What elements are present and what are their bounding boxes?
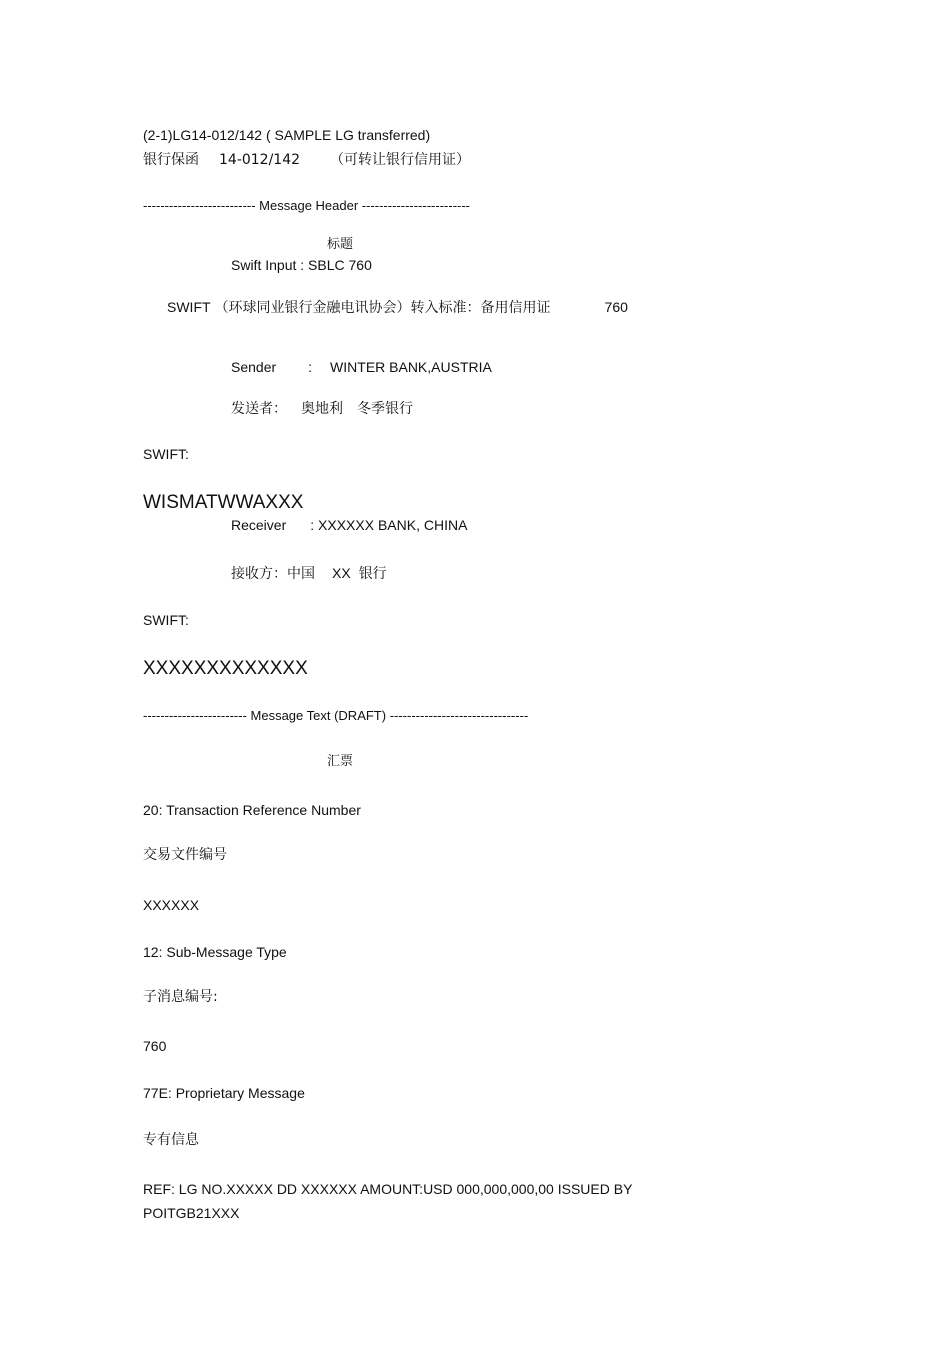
document-title: (2-1)LG14-012/142 ( SAMPLE LG transferred)	[143, 127, 431, 143]
ref-line-1: REF: LG NO.XXXXX DD XXXXXX AMOUNT:USD 000,000,000,00 ISSUED BY	[143, 1181, 633, 1197]
receiver-cn-bank: XX	[332, 565, 351, 581]
receiver-label: Receiver	[231, 517, 287, 533]
field-77e-cn: 专有信息	[143, 1132, 199, 1148]
sender-label: Sender	[231, 359, 277, 375]
sender-cn-row	[231, 400, 413, 418]
subtitle-ref: 14-012/142	[219, 152, 301, 168]
field-12-value: 760	[143, 1038, 167, 1054]
field-20-label: 20: Transaction Reference Number	[143, 802, 361, 818]
ref-line-2: POITGB21XXX	[143, 1205, 240, 1221]
sender-sep: :	[308, 359, 313, 375]
field-12-label: 12: Sub-Message Type	[143, 944, 287, 960]
sender-value: WINTER BANK,AUSTRIA	[330, 359, 492, 375]
sender-cn-bank: 冬季银行	[357, 401, 413, 417]
receiver-value: : XXXXXX BANK, CHINA	[310, 517, 468, 533]
field-20-value: XXXXXX	[143, 897, 200, 913]
receiver-swift-code: XXXXXXXXXXXXX	[143, 658, 308, 679]
subtitle-note: （可转让银行信用证）	[330, 152, 471, 168]
document-subtitle	[143, 151, 470, 169]
swift-input: Swift Input : SBLC 760	[231, 257, 372, 273]
receiver-cn-label: 接收方：中国	[231, 566, 315, 582]
receiver-cn-suffix: 银行	[358, 566, 387, 582]
sender-cn-label: 发送者：	[231, 401, 287, 417]
receiver-swift-label: SWIFT:	[143, 612, 189, 628]
sender-row	[231, 358, 492, 376]
field-20-cn: 交易文件编号	[143, 847, 227, 863]
header-title-cn: 标题	[327, 237, 354, 252]
swift-desc-en: SWIFT	[167, 299, 211, 315]
swift-desc-code: 760	[604, 299, 628, 315]
field-12-cn: 子消息编号:	[143, 989, 218, 1005]
message-text-divider: ------------------------ Message Text (DRAFT) --------------------------------	[143, 708, 529, 723]
sender-swift-code: WISMATWWAXXX	[143, 492, 304, 513]
field-77e-label: 77E: Proprietary Message	[143, 1085, 305, 1101]
message-header-divider: -------------------------- Message Header -------------------------	[143, 198, 471, 213]
receiver-cn-row	[231, 564, 387, 583]
text-title-cn: 汇票	[327, 754, 354, 769]
sender-cn-country: 奥地利	[301, 401, 343, 417]
subtitle-cn: 银行保函	[143, 152, 199, 168]
swift-description	[167, 298, 628, 317]
swift-desc-cn: （环球同业银行金融电讯协会）转入标准：备用信用证	[214, 300, 551, 316]
sender-swift-label: SWIFT:	[143, 446, 189, 462]
receiver-row	[231, 516, 467, 534]
